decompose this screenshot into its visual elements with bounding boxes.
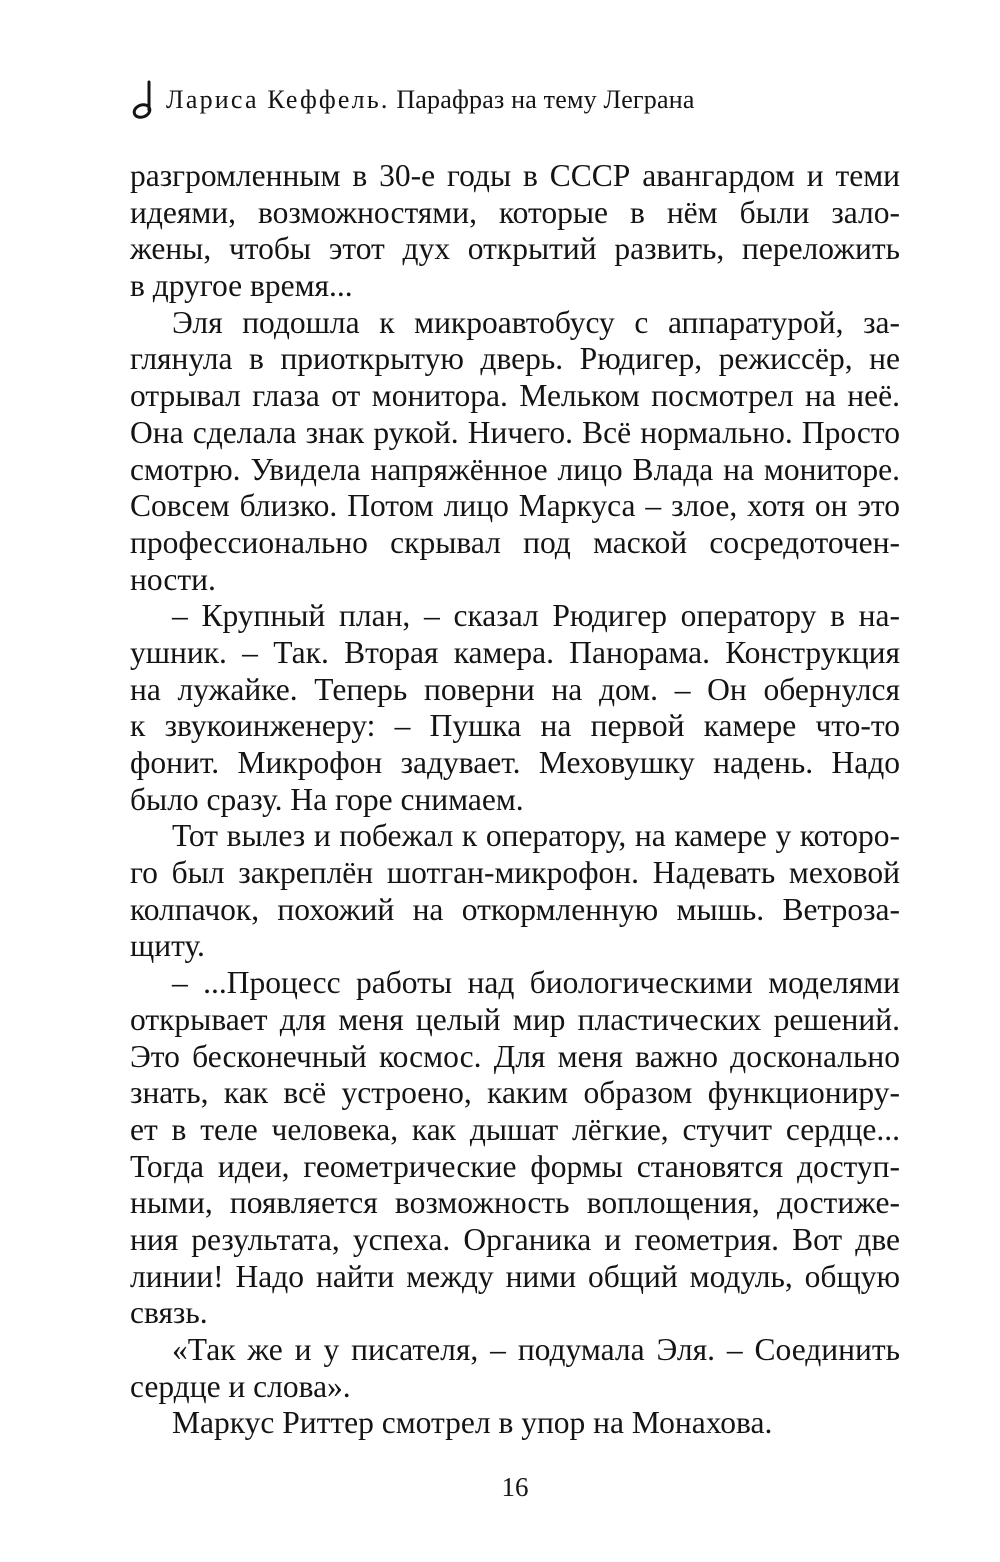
text-line: открывает для меня целый мир пластических решений. (130, 1001, 900, 1037)
text-line: к звукоинженеру: – Пушка на первой камере что-то (130, 708, 900, 744)
text-line: глянула в приоткрытую дверь. Рюдигер, режиссёр, не (130, 341, 900, 377)
text-line: Эля подошла к микроавтобусу с аппаратурой, за- (172, 304, 900, 340)
text-line: «Так же и у писателя, – подумала Эля. – Соединить (172, 1332, 900, 1367)
header-author: Лариса Кеффель. (166, 85, 390, 114)
running-header (130, 76, 910, 124)
text-line: колпачок, похожий на откормленную мышь. Ветроза- (130, 891, 900, 927)
text-line: Совсем близко. Потом лицо Маркуса – злое, хотя он это (130, 488, 900, 524)
page-body-text (130, 158, 900, 1442)
music-note-icon (130, 80, 154, 120)
text-line: – Крупный план, – сказал Рюдигер оператору в на- (172, 598, 900, 634)
text-line: линии! Надо найти между ними общий модуль, общую (130, 1258, 900, 1294)
text-line: знать, как всё устроено, каким образом функциониру- (130, 1075, 900, 1111)
text-line: го был закреплён шотган-микрофон. Надевать меховой (130, 855, 900, 891)
text-line: связь. (130, 1295, 208, 1331)
text-line: ности. (130, 561, 216, 597)
text-line: идеями, возможностями, которые в нём были зало- (130, 194, 900, 230)
text-line: жены, чтобы этот дух открытий развить, переложить (130, 231, 900, 267)
text-line: – ...Процесс работы над биологическими моделями (172, 965, 900, 1001)
text-line: ет в теле человека, как дышат лёгкие, стучит сердце... (130, 1111, 900, 1147)
text-line: было сразу. На горе снимаем. (130, 781, 524, 817)
header-text (166, 85, 695, 115)
text-line: на лужайке. Теперь поверни на дом. – Он обернулся (130, 671, 900, 707)
text-line: разгромленным в 30-е годы в СССР авангардом и теми (130, 158, 900, 193)
text-line: сердце и слова». (130, 1368, 351, 1404)
text-line: Тогда идеи, геометрические формы становятся доступ- (130, 1148, 900, 1184)
text-line: смотрю. Увидела напряжённое лицо Влада на мониторе. (130, 451, 900, 487)
text-line: ушник. – Так. Вторая камера. Панорама. Конструкция (130, 634, 900, 670)
header-title: Парафраз на тему Леграна (396, 85, 695, 114)
text-line: в другое время... (130, 268, 353, 304)
text-line: Маркус Риттер смотрел в упор на Монахова. (172, 1405, 773, 1441)
text-line: профессионально скрывал под маской сосредоточен- (130, 524, 900, 560)
text-line: фонит. Микрофон задувает. Меховушку надень. Надо (130, 745, 900, 780)
text-line: Она сделала знак рукой. Ничего. Всё нормально. Просто (130, 414, 900, 450)
text-line: отрывал глаза от монитора. Мельком посмотрел на неё. (130, 378, 900, 414)
text-line: щиту. (130, 928, 205, 964)
text-line: ния результата, успеха. Органика и геометрия. Вот две (130, 1221, 900, 1257)
page-number: 16 (501, 1472, 529, 1502)
text-line: Тот вылез и побежал к оператору, на камере у которо- (172, 818, 900, 854)
text-line: Это бесконечный космос. Для меня важно досконально (130, 1038, 900, 1074)
text-line: ными, появляется возможность воплощения, достиже- (130, 1185, 900, 1221)
